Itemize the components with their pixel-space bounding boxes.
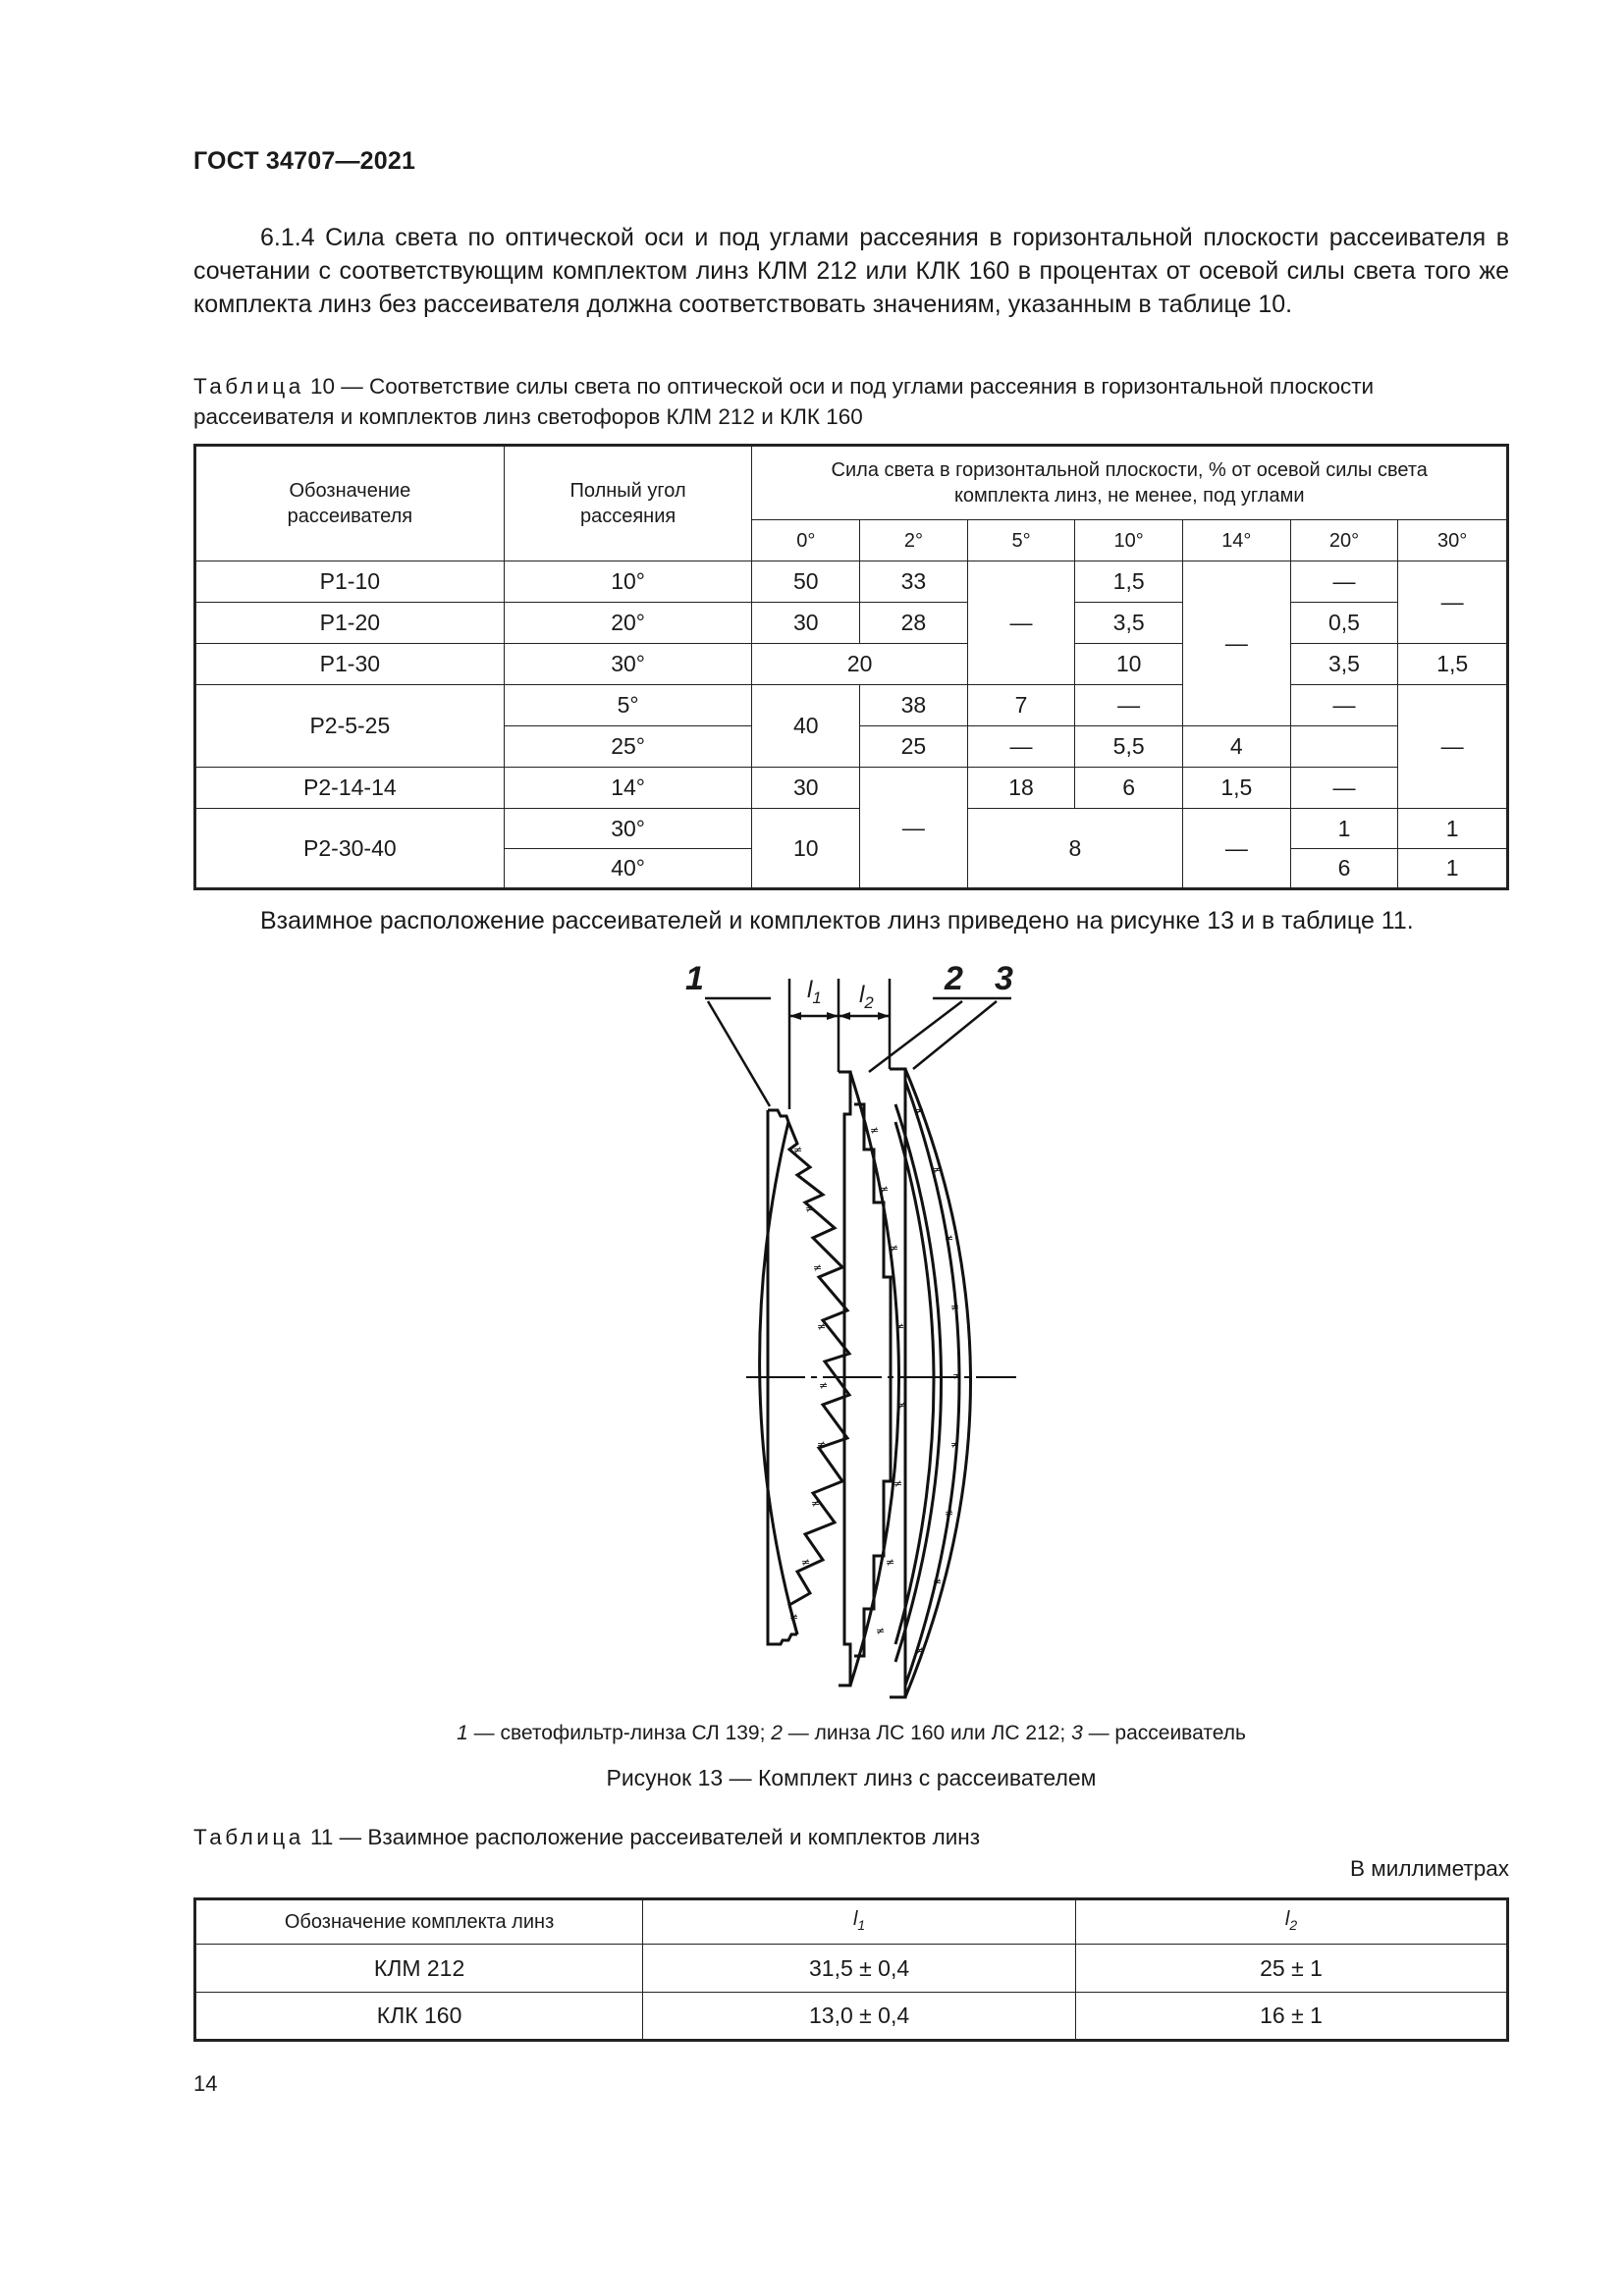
dimension-label-l2-sub: 2 [864, 992, 874, 1012]
svg-text:≠: ≠ [893, 1477, 903, 1490]
table-cell: 10° [504, 561, 752, 603]
table11-col-l1-letter: l [852, 1908, 858, 1930]
svg-text:≠: ≠ [880, 1183, 890, 1196]
table-cell: 5,5 [1075, 726, 1183, 768]
table-cell: Р2-5-25 [195, 685, 505, 768]
table-row [195, 685, 1508, 726]
table-cell: 1 [1398, 809, 1508, 849]
table10-angle: 20° [1290, 520, 1398, 561]
table-cell: 30° [504, 644, 752, 685]
svg-text:≠: ≠ [945, 1232, 954, 1245]
figure-label-1: 1 [685, 960, 704, 997]
svg-text:≠: ≠ [805, 1202, 815, 1215]
table10-caption-text: 10 — Соответствие силы света по оптической оси и под углами рассеяния в горизонтальной плоскости рассеивателя и комплектов линз светофоров КЛМ 212 и КЛК 160 [193, 374, 1375, 429]
table-cell: — [1290, 561, 1398, 603]
figure-label-2: 2 [945, 960, 963, 997]
svg-text:≠: ≠ [870, 1124, 880, 1137]
table-cell: 16 ± 1 [1076, 1993, 1508, 2041]
table10-header-row [195, 446, 1508, 520]
table-cell: 13,0 ± 0,4 [643, 1993, 1076, 2041]
table-cell: Р2-14-14 [195, 768, 505, 809]
table-cell: 0,5 [1290, 603, 1398, 644]
table10-angle: 10° [1075, 520, 1183, 561]
table-row [195, 1993, 1508, 2041]
table10-angle: 2° [860, 520, 968, 561]
table-row [195, 603, 1508, 644]
table-cell: — [1290, 685, 1398, 726]
svg-text:≠: ≠ [817, 1438, 827, 1451]
svg-text:≠: ≠ [813, 1261, 823, 1274]
table-cell: 31,5 ± 0,4 [643, 1945, 1076, 1993]
table-cell: 3,5 [1075, 603, 1183, 644]
table-cell: Р1-30 [195, 644, 505, 685]
table-cell: 7 [967, 685, 1075, 726]
table-cell: — [1398, 561, 1508, 644]
table-cell: 50 [752, 561, 860, 603]
table-cell: 30 [752, 603, 860, 644]
svg-text:≠: ≠ [886, 1556, 895, 1569]
dimension-label-l1 [807, 977, 822, 1008]
table11-col-kit: Обозначение комплекта линз [195, 1899, 643, 1945]
table-cell: — [967, 561, 1075, 685]
table-cell: Р1-20 [195, 603, 505, 644]
figure-caption: Рисунок 13 — Комплект линз с рассеивателем [606, 1765, 1097, 1790]
table11-caption-text: 11 — Взаимное расположение рассеивателей и комплектов линз [303, 1825, 981, 1849]
table-cell: Р2-30-40 [195, 809, 505, 889]
svg-text:≠: ≠ [950, 1438, 960, 1451]
document-header: ГОСТ 34707—2021 [193, 147, 416, 175]
leader-line-2 [869, 1001, 962, 1072]
table-cell: 18 [967, 768, 1075, 809]
table-cell: — [1182, 561, 1290, 726]
table-cell: 8 [967, 809, 1182, 889]
svg-text:≠: ≠ [952, 1369, 962, 1382]
leader-line-1 [708, 1001, 770, 1106]
table-cell: 10 [1075, 644, 1183, 685]
table-11 [193, 1897, 1509, 2042]
table-cell: 33 [860, 561, 968, 603]
table-cell: КЛМ 212 [195, 1945, 643, 1993]
legend-n2: 2 [771, 1722, 783, 1744]
svg-text:≠: ≠ [801, 1556, 811, 1569]
paragraph-mutual-text: Взаимное расположение рассеивателей и комплектов линз приведено на рисунке 13 и в таблице 11. [260, 907, 1414, 934]
svg-text:≠: ≠ [933, 1163, 943, 1176]
svg-text:≠: ≠ [915, 1644, 925, 1657]
table-cell: 6 [1290, 849, 1398, 889]
table-cell: 6 [1075, 768, 1183, 809]
table-cell: — [1398, 685, 1508, 809]
page-number: 14 [193, 2071, 218, 2096]
table11-caption [193, 1825, 980, 1850]
table11-col-l2 [1076, 1899, 1508, 1945]
table10-angle: 0° [752, 520, 860, 561]
svg-text:≠: ≠ [793, 1144, 803, 1156]
legend-n3: 3 [1071, 1722, 1083, 1744]
table-cell: — [860, 768, 968, 889]
leader-line-3 [913, 1001, 997, 1069]
table-cell: 1,5 [1182, 768, 1290, 809]
svg-text:≠: ≠ [950, 1301, 960, 1313]
svg-text:≠: ≠ [789, 1611, 799, 1624]
table-cell: Р1-10 [195, 561, 505, 603]
table-cell: — [1290, 768, 1398, 809]
table-row [195, 644, 1508, 685]
table-cell: 38 [860, 685, 968, 726]
dimension-label-l1-sub: 1 [812, 988, 822, 1007]
legend-t3: — рассеиватель [1082, 1722, 1246, 1744]
paragraph-6-1-4-text: 6.1.4 Сила света по оптической оси и под углами рассеяния в горизонтальной плоскости рассеивателя в сочетании с соответствующим комплектом линз КЛМ 212 или КЛК 160 в процентах от осевой силы света того же комплекта линз без рассеивателя должна соответствовать значениям, указанным в таблице 10. [193, 224, 1509, 318]
table-row [195, 1945, 1508, 1993]
table10-caption-prefix: Таблица [193, 374, 304, 399]
table-cell: 1,5 [1398, 644, 1508, 685]
legend-n1: 1 [457, 1722, 468, 1744]
table-cell: — [1075, 685, 1183, 726]
figure-13-lens-kit-drawing [687, 957, 1080, 1713]
figure-legend [193, 1722, 1509, 1745]
table-cell: 10 [752, 809, 860, 889]
table-cell: 3,5 [1290, 644, 1398, 685]
dimension-label-l1-letter: l [807, 977, 813, 1003]
lens-3-diffuser [890, 1069, 971, 1697]
table-cell: 4 [1182, 726, 1290, 768]
table-row [195, 561, 1508, 603]
table11-col-l2-sub: 2 [1289, 1917, 1298, 1933]
table11-header-row [195, 1899, 1508, 1945]
svg-text:≠: ≠ [819, 1379, 829, 1392]
table10-col-full-angle: Полный угол рассеяния [504, 446, 752, 561]
table11-caption-prefix: Таблица [193, 1825, 304, 1849]
svg-text:≠: ≠ [817, 1320, 827, 1333]
paragraph-6-1-4 [193, 221, 1509, 321]
table-cell: 1,5 [1075, 561, 1183, 603]
table-cell: 25 ± 1 [1076, 1945, 1508, 1993]
table-cell: 20° [504, 603, 752, 644]
table-row [195, 809, 1508, 849]
table-cell: 30° [504, 809, 752, 849]
dimension-label-l2-letter: l [859, 982, 865, 1008]
table-10 [193, 444, 1509, 890]
table10-angle: 14° [1182, 520, 1290, 561]
legend-t1: — светофильтр-линза СЛ 139; [467, 1722, 772, 1744]
table-cell: 40 [752, 685, 860, 768]
svg-text:≠: ≠ [945, 1507, 954, 1520]
table-cell: 25° [504, 726, 752, 768]
table11-col-l1 [643, 1899, 1076, 1945]
svg-text:≠: ≠ [890, 1242, 899, 1255]
svg-text:≠: ≠ [876, 1625, 886, 1637]
table-cell: 14° [504, 768, 752, 809]
figure-label-3: 3 [995, 960, 1013, 997]
legend-t2: — линза ЛС 160 или ЛС 212; [782, 1722, 1072, 1744]
table10-caption [193, 371, 1509, 432]
table-cell: 25 [860, 726, 968, 768]
paragraph-mutual-arrangement [193, 904, 1509, 937]
table10-angle: 30° [1398, 520, 1508, 561]
lens-2 [839, 1072, 899, 1685]
svg-text:≠: ≠ [897, 1399, 907, 1412]
table-cell: 28 [860, 603, 968, 644]
svg-text:≠: ≠ [915, 1104, 925, 1117]
table11-units: В миллиметрах [1350, 1856, 1509, 1881]
table-cell: 1 [1398, 849, 1508, 889]
svg-text:≠: ≠ [895, 1320, 905, 1333]
table-cell: 1 [1290, 809, 1398, 849]
table-row [195, 768, 1508, 809]
table-cell: 5° [504, 685, 752, 726]
table-cell: КЛК 160 [195, 1993, 643, 2041]
table10-col-designation: Обозначение рассеивателя [195, 446, 505, 561]
table10-col-group: Сила света в горизонтальной плоскости, % от осевой силы света комплекта линз, не менее, под углами [752, 446, 1508, 520]
table-cell: — [967, 726, 1075, 768]
dimension-label-l2 [859, 982, 874, 1013]
table-cell: 20 [752, 644, 967, 685]
table-cell: 30 [752, 768, 860, 809]
table11-col-l2-letter: l [1284, 1908, 1290, 1930]
table11-col-l1-sub: 1 [857, 1917, 866, 1933]
svg-text:≠: ≠ [811, 1497, 821, 1510]
svg-text:≠: ≠ [933, 1575, 943, 1588]
table-cell: — [1182, 809, 1290, 889]
table10-angle: 5° [967, 520, 1075, 561]
table-cell: 40° [504, 849, 752, 889]
